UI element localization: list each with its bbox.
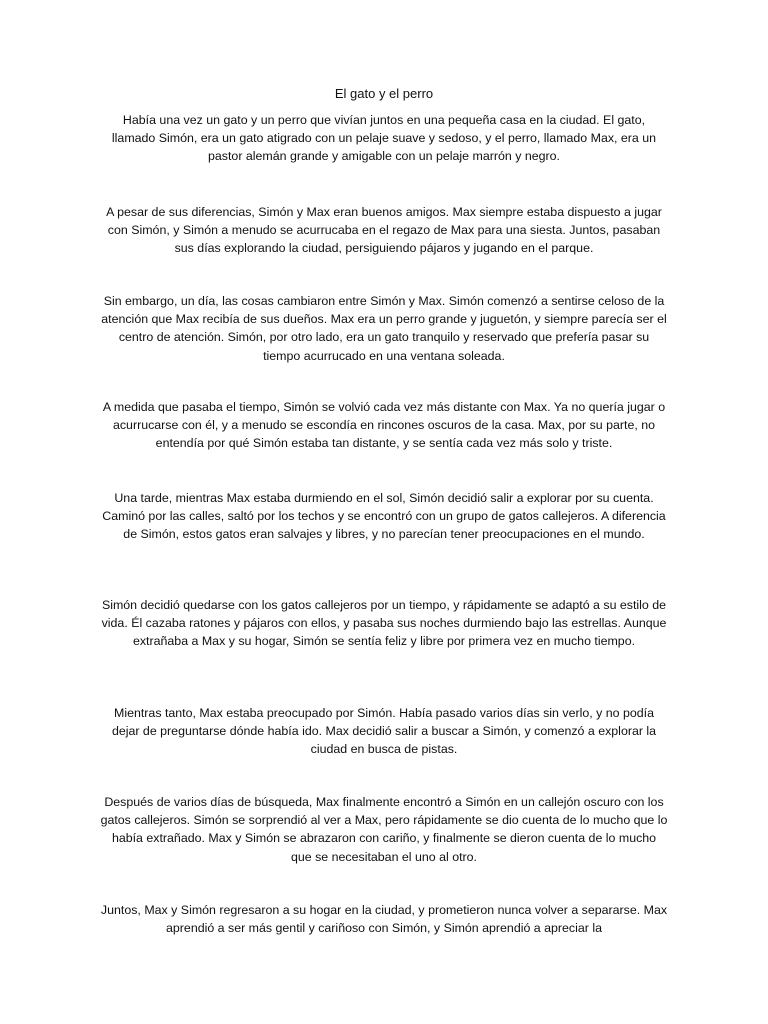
paragraph-5: Una tarde, mientras Max estaba durmiendo en el sol, Simón decidió salir a explorar por su cuenta. Caminó por las calles, saltó por los techos y se encontró con un grupo de gatos callejeros. A diferencia de Simón, estos gatos eran salvajes y libres, y no parecían tener preocupaciones en el mundo. [102, 491, 666, 542]
paragraph-4: A medida que pasaba el tiempo, Simón se volvió cada vez más distante con Max. Ya no quería jugar o acurrucarse con él, y a menudo se escondía en rincones oscuros de la casa. Max, por su parte, no entendía por qué Simón estaba tan distante, y se sentía cada vez más solo y triste. [102, 400, 666, 451]
paragraph-1: Había una vez un gato y un perro que vivían juntos en una pequeña casa en la ciudad. El gato, llamado Simón, era un gato atigrado con un pelaje suave y sedoso, y el perro, llamado Max, era un pastor alemán grande y amigable con un pelaje marrón y negro. [111, 113, 657, 164]
paragraph-7: Mientras tanto, Max estaba preocupado por Simón. Había pasado varios días sin verlo, y no podía dejar de preguntarse dónde había ido. Max decidió salir a buscar a Simón, y comenzó a explorar la ciudad en busca de pistas. [111, 706, 657, 757]
document-title: El gato y el perro [334, 86, 434, 101]
paragraph-8: Después de varios días de búsqueda, Max finalmente encontró a Simón en un callejón oscuro con los gatos callejeros. Simón se sorprendió al ver a Max, pero rápidamente se dio cuenta de lo mucho que lo había extrañado. Max y Simón se abrazaron con cariño, y finalmente se dieron cuenta de lo mucho que se necesitaban el uno al otro. [100, 795, 668, 864]
paragraph-9: Juntos, Max y Simón regresaron a su hogar en la ciudad, y prometieron nunca volver a separarse. Max aprendió a ser más gentil y cariñoso con Simón, y Simón aprendió a apreciar la [100, 903, 668, 936]
paragraph-2: A pesar de sus diferencias, Simón y Max eran buenos amigos. Max siempre estaba dispuesto a jugar con Simón, y Simón a menudo se acurrucaba en el regazo de Max para una siesta. Juntos, pasaban sus días explorando la ciudad, persiguiendo pájaros y jugando en el parque. [106, 205, 662, 256]
paragraph-3: Sin embargo, un día, las cosas cambiaron entre Simón y Max. Simón comenzó a sentirse celoso de la atención que Max recibía de sus dueños. Max era un perro grande y juguetón, y siempre parecía ser el centro de atención. Simón, por otro lado, era un gato tranquilo y reservado que prefería pasar su tiempo acurrucado en una ventana soleada. [101, 294, 667, 363]
paragraph-6: Simón decidió quedarse con los gatos callejeros por un tiempo, y rápidamente se adaptó a su estilo de vida. Él cazaba ratones y pájaros con ellos, y pasaba sus noches durmiendo bajo las estrellas. Aunque extrañaba a Max y su hogar, Simón se sentía feliz y libre por primera vez en mucho tiempo. [101, 598, 667, 649]
